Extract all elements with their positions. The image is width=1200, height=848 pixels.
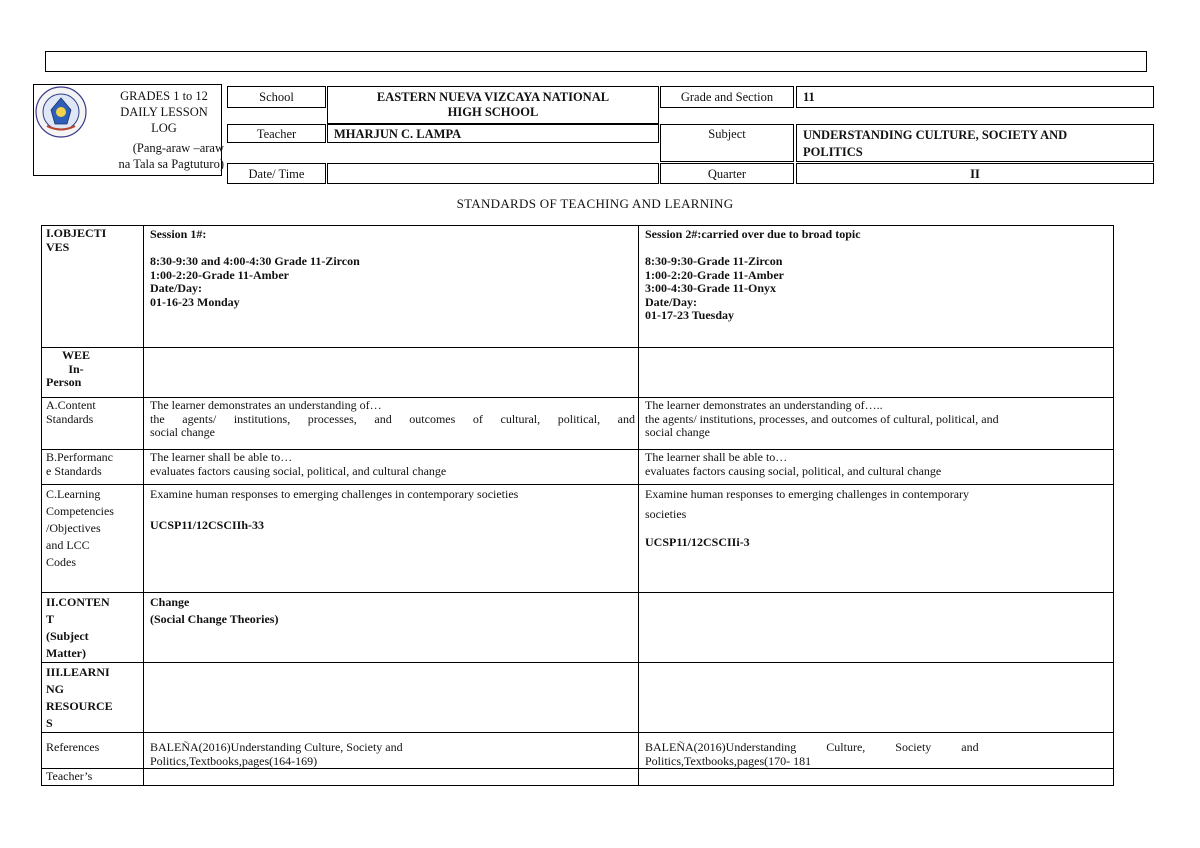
references-label: References: [42, 733, 144, 769]
deped-seal-icon: [35, 86, 87, 138]
s1-competency-code: UCSP11/12CSCIIh-33: [150, 517, 265, 532]
s2-competency-text: Examine human responses to emerging challenges in contemporary societies: [645, 487, 970, 521]
wee-label-bottom: Person: [46, 375, 82, 389]
content-label: II.CONTEN T (Subject Matter): [42, 593, 144, 663]
wee-row: [42, 348, 1114, 398]
learning-resources-row: [42, 663, 1114, 733]
school-value: EASTERN NUEVA VIZCAYA NATIONAL HIGH SCHOOL: [327, 86, 659, 124]
session1-content-standards: [144, 398, 639, 450]
s1-cs-line3: social change: [150, 425, 215, 439]
subject-label: Subject: [660, 124, 794, 162]
session2-content-standards: [639, 398, 1114, 450]
log-subtitle: (Pang-araw –araw na Tala sa Pagtuturo): [118, 141, 224, 171]
session2-objectives: Session 2#:carried over due to broad topic 8:30-9:30-Grade 11-Zircon 1:00-2:20-Grade 11-Amber 3:00-4:30-Grade 11-Onyx Date/Day: 01-17-23 Tuesday: [639, 226, 1114, 348]
subject-value: UNDERSTANDING CULTURE, SOCIETY AND POLITICS: [796, 124, 1154, 162]
competencies-row: [42, 485, 1114, 593]
teacher-value: MHARJUN C. LAMPA: [327, 124, 659, 143]
grade-section-value: 11: [796, 86, 1154, 108]
session2-references: [639, 733, 1114, 769]
session1-wee: [144, 348, 639, 398]
session1-competencies: [144, 485, 639, 593]
s2-competency-code: UCSP11/12CSCIIi-3: [645, 535, 750, 549]
school-label: School: [227, 86, 326, 108]
teachers-row: [42, 769, 1114, 786]
content-standards-label: A.Content Standards: [42, 398, 144, 450]
session2-performance-standards: The learner shall be able to… evaluates factors causing social, political, and cultural change: [639, 450, 1114, 485]
s1-competency-text: Examine human responses to emerging challenges in contemporary societies: [150, 487, 519, 501]
s2-cs-line2: the agents/ institutions, processes, and outcomes of cultural, political, and: [645, 411, 999, 426]
learning-resources-label: III.LEARNI NG RESOURCE S: [42, 663, 144, 733]
session2-content: [639, 593, 1114, 663]
session1-teachers: [144, 769, 639, 786]
standards-table: [41, 225, 1114, 786]
session1-learning-resources: [144, 663, 639, 733]
s2-cs-line1: The learner demonstrates an understanding of…..: [645, 398, 883, 412]
s2-cs-line3: social change: [645, 425, 710, 439]
references-row: [42, 733, 1114, 769]
teachers-label: Teacher’s: [42, 769, 144, 786]
session2-teachers: [639, 769, 1114, 786]
objectives-label: I.OBJECTI VES: [42, 226, 144, 348]
performance-standards-label: B.Performanc e Standards: [42, 450, 144, 485]
session1-content: Change (Social Change Theories): [144, 593, 639, 663]
content-row: [42, 593, 1114, 663]
performance-standards-row: [42, 450, 1114, 485]
objectives-row: [42, 226, 1114, 348]
datetime-label: Date/ Time: [227, 163, 326, 184]
s1-cs-line1: The learner demonstrates an understanding of…: [150, 398, 382, 412]
session1-performance-standards: The learner shall be able to… evaluates factors causing social, political, and cultural change: [144, 450, 639, 485]
datetime-value: [327, 163, 659, 184]
grade-section-label: Grade and Section: [660, 86, 794, 108]
quarter-value: II: [796, 163, 1154, 184]
s2-ref-line1: BALEÑA(2016)Understanding Culture, Society and: [645, 740, 979, 754]
content-standards-row: [42, 398, 1114, 450]
s1-cs-line2: the agents/ institutions, processes, and outcomes of cultural, political, and: [150, 411, 635, 426]
top-title-bar: [45, 51, 1147, 72]
session2-competencies: [639, 485, 1114, 593]
s2-ref-line2: Politics,Textbooks,pages(170- 181: [645, 753, 812, 768]
teacher-label: Teacher: [227, 124, 326, 143]
session1-references: BALEÑA(2016)Understanding Culture, Society and Politics,Textbooks,pages(164-169): [144, 733, 639, 769]
wee-label-top: WEE In-: [61, 348, 90, 376]
competencies-label: C.Learning Competencies /Objectives and LCC Codes: [42, 485, 144, 593]
quarter-label: Quarter: [660, 163, 794, 184]
log-title: GRADES 1 to 12 DAILY LESSON LOG: [120, 89, 208, 135]
section-heading: STANDARDS OF TEACHING AND LEARNING: [456, 196, 734, 211]
session1-objectives: Session 1#: 8:30-9:30 and 4:00-4:30 Grade 11-Zircon 1:00-2:20-Grade 11-Amber Date/Day: 01-16-23 Monday: [144, 226, 639, 348]
session2-learning-resources: [639, 663, 1114, 733]
wee-label: [42, 348, 144, 398]
session2-wee: [639, 348, 1114, 398]
